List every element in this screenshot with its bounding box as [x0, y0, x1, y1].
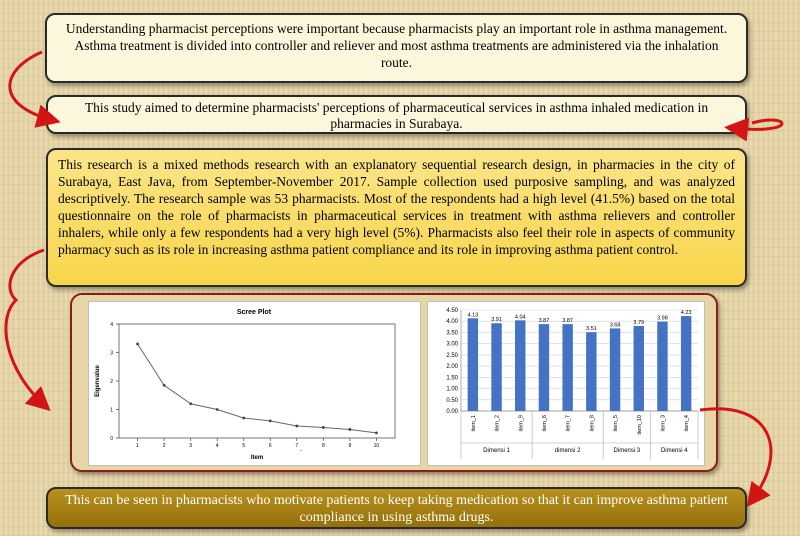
scree-y-tick-label: 3 — [110, 350, 113, 357]
methods-text: This research is a mixed methods research with an explanatory sequential research design, in pharmacies in the city of Surabaya, East Java, from September-November 2017. Sample collection used purposive sampling, and was analyzed descriptively. The research sample was 53 pharmacists. Most of the respondents had a high level (41.5%) based on the total questionnaire on the role of pharmacists in pharmaceutical services in treatment with asthma relievers and controller inhalers, while only a few respondents had a very high level (5%). Pharmacists also feel their role in aspects of community pharmacy such as its role in increasing asthma patient compliance and its role in improving asthma patient control. — [58, 157, 735, 257]
bar-item_3 — [657, 322, 667, 411]
scree-point — [189, 402, 192, 405]
bar-group-label: Dimensi 4 — [660, 448, 688, 454]
scree-y-tick-label: 0 — [110, 436, 113, 442]
scree-y-tick-label: 4 — [110, 322, 113, 328]
scree-point — [295, 425, 298, 428]
bar-item_10 — [634, 326, 644, 411]
scree-point — [348, 428, 351, 431]
scree-x-tick-label: 8 — [321, 443, 325, 449]
bar-y-tick-label: 4.50 — [446, 308, 458, 314]
scree-x-tick-label: 7 — [295, 443, 299, 449]
scree-point — [136, 343, 139, 346]
bar-value-label: 3.68 — [609, 322, 621, 329]
bar-item_5 — [610, 328, 620, 411]
bar-value-label: 3.91 — [491, 317, 502, 324]
scree-point — [216, 408, 219, 411]
scree-point — [242, 417, 245, 420]
bar-item_1 — [468, 318, 478, 411]
scree-x-tick-label: 2 — [162, 443, 166, 449]
scree-plot-panel — [88, 301, 421, 466]
bar-y-tick-label: 0.00 — [446, 409, 458, 415]
bar-chart-panel — [427, 301, 705, 466]
bar-value-label: 3.87 — [562, 318, 574, 325]
scree-y-tick-label: 1 — [110, 407, 113, 414]
scree-x-tick-label: 5 — [242, 443, 246, 449]
bar-category-label: item_2 — [494, 415, 501, 432]
bar-value-label: 4.13 — [467, 312, 479, 319]
bar-y-tick-label: 1.00 — [446, 386, 458, 393]
conclusion-text: This can be seen in pharmacists who motivate patients to keep taking medication so that it can improve asthma patient compliance in using asthma drugs. — [65, 493, 728, 525]
bar-item_9 — [515, 320, 525, 411]
scree-point — [163, 384, 166, 387]
bar-y-tick-label: 4.00 — [446, 319, 458, 326]
bar-category-label: item_9 — [518, 415, 525, 432]
scree-point — [269, 420, 272, 423]
scree-y-tick-label: 2 — [110, 379, 113, 385]
bar-group-label: Dimensi 1 — [483, 448, 510, 454]
bar-value-label: 3.79 — [633, 319, 645, 326]
bar-group-label: dimensi 2 — [554, 448, 581, 454]
bar-value-label: 4.23 — [680, 310, 692, 317]
scree-x-tick-label: 3 — [189, 443, 193, 449]
bar-group-label: Dimensi 3 — [613, 448, 641, 454]
scree-x-tick-label: 6 — [268, 443, 272, 449]
bar-category-label: item_5 — [613, 415, 620, 432]
bar-item_6 — [539, 324, 549, 411]
scree-plot-area — [119, 324, 395, 438]
scree-dash-label: - — [300, 448, 302, 454]
bar-y-tick-label: 3.50 — [446, 330, 458, 337]
scree-y-axis-label: Eigenvalue — [95, 365, 101, 397]
scree-point — [375, 431, 378, 434]
scree-x-tick-label: 4 — [215, 443, 219, 449]
scree-x-tick-label: 1 — [136, 443, 139, 449]
bar-item_2 — [491, 323, 501, 411]
scree-x-axis-label: Item — [250, 455, 264, 461]
bar-y-tick-label: 0.50 — [446, 397, 458, 404]
intro-text: Understanding pharmacist perceptions were important because pharmacists play an important role in asthma management. Asthma treatment is divided into controller and reliever and most asthma treatments are administered via the inhalation route. — [65, 21, 728, 70]
bar-category-label: item_3 — [660, 415, 667, 432]
bar-item_8 — [586, 332, 596, 411]
methods-box — [46, 148, 747, 287]
bar-category-label: item_4 — [684, 415, 691, 432]
bar-item_7 — [562, 324, 572, 411]
arrow-3 — [6, 250, 44, 405]
scree-title: Scree Plot — [236, 309, 272, 316]
bar-y-tick-label: 2.50 — [446, 352, 458, 359]
intro-box — [45, 13, 748, 83]
bar-category-label: item_6 — [541, 415, 548, 432]
conclusion-box — [46, 487, 747, 529]
scree-point — [322, 426, 325, 429]
bar-y-tick-label: 2.00 — [446, 364, 458, 371]
bar-category-label: item_8 — [589, 415, 596, 432]
bar-value-label: 3.87 — [538, 318, 550, 325]
bar-item_4 — [681, 316, 691, 411]
bar-y-tick-label: 1.50 — [446, 375, 458, 382]
scree-line — [138, 344, 377, 433]
bar-value-label: 4.04 — [514, 314, 526, 321]
scree-x-tick-label: 9 — [348, 443, 352, 449]
bar-value-label: 3.98 — [657, 315, 668, 322]
bar-category-label: item_7 — [565, 415, 572, 432]
bar-category-label: item_10 — [636, 415, 643, 435]
scree-plot-chart — [89, 302, 420, 465]
scree-x-tick-label: 10 — [373, 443, 380, 449]
aim-text: This study aimed to determine pharmacists' perceptions of pharmaceutical services in asthma inhaled medication in pharmacies in Surabaya. — [84, 100, 709, 131]
bar-category-label: item_1 — [470, 415, 477, 432]
bar-value-label: 3.51 — [585, 326, 597, 333]
bar-chart — [428, 302, 704, 465]
aim-box — [46, 95, 747, 134]
bar-y-tick-label: 3.00 — [446, 341, 458, 348]
